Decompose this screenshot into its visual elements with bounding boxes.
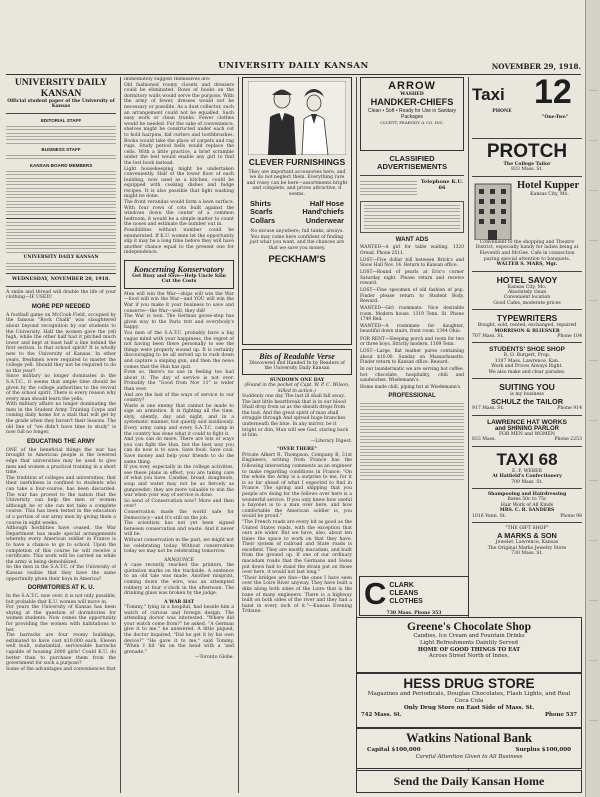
classified-ad: FOR RENT—Sleeping porch and room for two or three boys. Strictly modern. 1109 Tenn.	[360, 336, 464, 348]
article-text: The scientists has not yet been signed between conservation and waste. And it never will be.	[124, 521, 234, 538]
editorial-text: The barracks are four roomy buildings, estimated to have cost $10,000 each. Eleven well built, substantial, serviceable barracks capable of housing 2000 girls! Could K.U. do better than to purchase them from the government for such a purpose?	[6, 633, 116, 667]
furnishings-tagline: No excuse anywhere; full tanks, always. You may come here confident of finding just what you want, and the chances are that we save you money.	[249, 228, 345, 251]
gentleman-illustration-icon	[248, 81, 346, 155]
hess-phone: Phone 537	[544, 712, 577, 719]
arrow-advert	[360, 77, 464, 151]
typewriters-contact	[472, 334, 582, 339]
taxi-68-location: At Hatfield's Confectionery	[492, 474, 562, 480]
hess-title: HESS DRUG STORE	[403, 676, 535, 691]
article-text: "The French roads are every bit as good as the United States roads, with the exception that ours are wider. But we have, also, about ten times the space to work on that they have. Their system of railroad and State roads is excellent. They are mostly macadam, and built from the ground up. If one of our ordinary macadam roads that the Germans and Swiss put down had to stand the strain put on those over here, it would not last long."	[242, 519, 352, 576]
peckhams-advert	[242, 77, 352, 345]
header-title: UNIVERSITY DAILY KANSAN	[218, 61, 369, 71]
article-text: Possibilities without number could be enumerated. If K.U. women let the opportunity slip it may be a long time before they will have another chance equal to the present one for independence.	[124, 228, 234, 256]
hairdressing-line: Rates 50c to 75c	[507, 497, 547, 503]
taxi-12-one-two: "One-Two"	[541, 115, 569, 120]
peckhams-logo: PECKHAM'S	[268, 254, 326, 266]
clark-cleans-word: CLEANS	[389, 590, 419, 597]
verse-subtitle: Discovered and Handed In by Readers of the University Daily Kansan	[249, 361, 345, 372]
hess-tagline: Only Drug Store on East Side of Mass. St.	[403, 704, 535, 711]
hairdressing-name: MRS. C. R. SANDERS	[499, 508, 555, 514]
article-text: Old fashioned roomy closets and dressers could be eliminated. Rows of hooks on the dormitory walls would serve the purpose. With the army of fewer, dresses would not be necessary or possible. As a dust collector, such an arrangement could not be equalled. Such easy work or clean trunks. Fewer clothes would be needed. For the sake of convenience, shelves might be constructed under each cot to hold hairpins, kid curlers and toothbrushes. Books would take the place of carpets and rag rugs. Study period bells would replace the cells. With a little practice, a brief scramble under the bed would enable any girl to find the lost book instead.	[124, 82, 234, 166]
hess-products: Magazines and Periodicals, Douglas Chocolates, Flash Lights, and Real Coca Cola	[367, 691, 571, 704]
classified-ad: LOST—Fine specimen of old fashion of pop. Finder please return to Student Body. Reward.	[360, 288, 464, 304]
professional-listings	[360, 403, 464, 480]
gift-shop-title: A MARKS & SON	[497, 531, 557, 541]
konservatory-box	[124, 260, 234, 289]
article-text: A case recently reached the printers, the quotation marks on the trackside. A sentence to an old tale was made. Another misprint, coming down the wire, was an attempted robbery at four o'clock in the afternoon. The drinking glass was broken by the judge.	[124, 563, 234, 597]
poem-credit: —Literary Digest.	[310, 438, 352, 444]
editorial-text: In the S.A.T.C. now over, it is not only possible, but probable that K.U. women will move in.	[6, 594, 116, 605]
over-there-title: "OVER THERE"	[277, 447, 317, 453]
poem-byline: (Found in the pocket of Capt. W. P. C. Wilson, killed in action.)	[244, 383, 350, 394]
hat-works-address: 833 Mass.	[472, 437, 496, 443]
poem-text: Suddenly one day The last ill shall fall away. The last little heartbreak that is in our blood Shall drop from us as the sheath drops from the bud, And the great spirit of man shall struggle through And spread huge branches underneath the blue. In any mirror, be it bright or dim, Man will see God, staring back at him.	[242, 394, 349, 439]
war-hat-heading: A WAR HAT	[163, 599, 195, 605]
watkins-bank-advert	[356, 728, 582, 769]
hess-contact	[361, 712, 577, 718]
watkins-surplus: Surplus $100,000	[515, 747, 571, 753]
protch-tagline: The College Tailor	[503, 162, 551, 167]
typewriters-address: 707 Mass. St.	[472, 334, 504, 340]
want-ads-heading: WANT ADS	[395, 236, 429, 244]
shoe-shop-line: Work and Prices Always Right.	[491, 364, 563, 370]
classified-ad: LOST—Five dollar bill between Brick's and Snow Hall Nov. 14. Return to Kansan office.	[360, 257, 464, 269]
editorial-text: ONE of the beneficial things the war has brought to American people is the lowered edge that universities may be used to give men and women a practical training in a short time.	[6, 447, 116, 476]
article-text: Without conservation in the past, we might not be celebrating today. Without conservation today we may not be celebrating tomorrow.	[124, 537, 234, 555]
taxi-68-title: TAXI 68	[496, 449, 558, 469]
hotel-savoy-title: HOTEL SAVOY	[496, 274, 558, 285]
classified-rules-box	[360, 201, 464, 234]
editorial-text: Although hostilities have ceased, the War Department has made special arrangements whereby every American soldier in France is to have a chance to go to school. Upon the completion of this course he will receive a certificate. This work will be carried on while the army is being demobilized.	[6, 526, 116, 565]
tailor-phone: Phone 914	[557, 406, 582, 412]
arrow-product: HANDKER-CHIEFS	[370, 97, 454, 108]
item-scarfs: Scarfs	[250, 207, 273, 217]
editorial-text: So the men in the S.A.T.C. of the University of Kansas realize that they have the same opportunity given their boys in America?	[6, 565, 116, 582]
classified-ad: LOST—Round of pearls at Eric's corner Saturday night. Please return and receive reward.	[360, 270, 464, 287]
hotel-building-icon	[472, 180, 514, 240]
tailor-sub: is my business	[510, 392, 544, 398]
furnishings-items	[246, 200, 348, 226]
editorial-text: Since military no longer dominates in the S.A.T.C., it seems that ample time should be given by the college authorities to the revival of the school spirit. There is every reason why every man should learn the yells.	[6, 374, 116, 402]
shoe-shop-title: STUDENTS' SHOE SHOP	[489, 346, 565, 354]
typewriters-phone: Phone 104	[557, 334, 582, 340]
staff-heading: EDITORIAL STAFF	[40, 117, 82, 123]
gift-shop-label: "THE GIFT SHOP"	[505, 525, 549, 531]
article-text: The front verandas would form a lawn surface. With four rows of cots built against the windows down the center of a common bedroom, it would be a simple matter to count the noses and estimate the number out in.	[124, 200, 234, 228]
board-list	[6, 171, 116, 215]
hotel-savoy-city: Kansas City, Mo.	[507, 284, 547, 290]
tailor-contact	[472, 406, 582, 411]
hotel-kupper-manager: WALTER S. MARS, Mgr.	[496, 262, 558, 268]
want-ads-list	[360, 245, 464, 390]
editorial-heading-dorms: DORMITORIES AT K. U.	[27, 585, 95, 592]
column-rule	[238, 77, 239, 793]
protch-logo: PROTCH	[486, 141, 568, 162]
article-text: And you can do more. There are lots of ways you can fight the Hun, but the best way you can do now is to save. Save food. Save coal. Save money and help your friends to do the same thing.	[124, 437, 234, 465]
article-text: So send of Conservation now? More and then over!	[124, 498, 234, 510]
greenes-line: Candies, Ice Cream and Fountain Drinks	[413, 633, 525, 639]
article-text: You men of the S.A.T.C. probably have a big vague mind with your happiness, the regret of not having been there personally to see the things were properly wound up. It is certainly discouraging to be all served up to rush down and capture a sniping gun, and then the news comes that the Hun has quit.	[124, 330, 234, 370]
hotel-kupper-title: Hotel Kupper	[517, 179, 580, 191]
announce-heading: ANNOUNCE	[164, 557, 194, 563]
article-text: Private Albert R. Thompson, Company B, 31st Engineers, writing from France has the following interesting comments as an engineer to make regarding conditions in France: "On the whole the Army is a surprise to me, for it is so far ahead of what I expected to find in France. The spring and shipping that you people are doing for the fellows over here is a wonderful service. If you only knew how useful a bayonet is to a man over here, and how comfortable the American soldier is, you would be proud."	[242, 452, 352, 520]
watkins-figures	[367, 747, 571, 753]
shoe-shop-line: We also make and clear parades.	[488, 369, 566, 375]
editorial-text: With military affairs no longer dominating the men in the Student Army Training Corps and coming daily home for a stall that will get by the grade when they haven't their lessons. The old line of "we didn't have time to study" is now full no longer.	[6, 402, 116, 436]
article-text: immediately suggest themselves are:	[124, 77, 211, 82]
hess-drug-advert	[356, 673, 582, 728]
shoe-shop-owner: R. O. Burgert, Prop.	[503, 353, 551, 359]
send-kansan-home-text: Send the Daily Kansan Home	[393, 774, 545, 788]
article-text: If you ever, especially in the college activities, see these plans in effect, you are taking care of what you have. Candles, bread, doughnuts, soap and water may not be as fiercely as gunpowder; they are more valuable to win the war when your way of service is done.	[124, 465, 234, 499]
article-column	[124, 77, 234, 793]
clark-initial-c: C	[364, 576, 387, 611]
hotel-kupper-copy: Convenient to the shopping and Theatre District, especially handy for ladies being at Eleventh and McGee. Cafe in connection paying special attention to banquets.	[475, 239, 579, 262]
send-kansan-home-banner	[356, 770, 582, 793]
arrow-washed: WASHED	[400, 92, 424, 97]
verse-box	[242, 349, 352, 375]
konservatory-subtitle: Get Busy and Save—Help Uncle Sam Cut the Costs	[132, 274, 226, 285]
hat-works-phone: Phone 2253	[554, 437, 582, 443]
hess-address: 742 Mass. St.	[361, 712, 402, 719]
tailor-title: SUITING YOU	[499, 382, 555, 393]
watkins-capital: Capital $100,000	[367, 747, 421, 753]
typewriters-dealer: MORRISON & BLIESNER	[494, 328, 560, 334]
clark-word: CLARK	[389, 582, 414, 589]
hairdressing-contact	[472, 514, 582, 519]
masthead-subtitle: Official student paper of the University of Kansas	[7, 99, 115, 110]
rate-table	[360, 179, 464, 198]
article-text: Waste is one enemy that cannot be made to sign an armistice. It is fighting all the time, slyly, silently, day and night, and in a systematic manner, but quietly and insidiously. Every army camp and every S.A.T.C. camp in the country has done what it could to fight it.	[124, 403, 234, 437]
address-lines	[6, 263, 116, 271]
hat-works-contact	[472, 437, 582, 442]
hairdressing-line: Hair Work of All Kinds	[500, 502, 554, 508]
hat-works-line: FOR MEN and WOMEN	[498, 431, 556, 437]
hat-works-sub: and SHINING PARLOR	[495, 425, 559, 432]
protch-address: 833 Mass. St.	[511, 167, 543, 173]
article-text: Conservation made the world safe for Democracy—and it's still on the job.	[124, 509, 234, 521]
publication-notice	[6, 222, 116, 253]
lead-paragraph: A smile and thread will double the life of your clothing—IF USED!	[6, 289, 116, 301]
shoe-shop-address: 1107 Mass. Lawrence, Kan.	[494, 358, 560, 364]
item-underwear: Underwear	[305, 216, 344, 226]
tailor-address: 917 Mass. St.	[472, 406, 504, 412]
taxi-68-owner: E. F. WEBER	[512, 468, 542, 474]
editorial-text: The tradition of colleges and universities, that their usefulness is confined to students who can take a four-course, has been discarded. The war has proved to the nation that the University can help the men or women although he or she can not take a complete course. This has been tested in the education of a portion of our army men by giving them a course in eight weeks.	[6, 475, 116, 526]
hotel-savoy-line: Convenient location	[503, 295, 551, 301]
watkins-title: Watkins National Bank	[406, 731, 532, 745]
column-rule	[120, 77, 121, 793]
taxi-12-number: 12	[534, 77, 572, 111]
greenes-line: HOME OF GOOD THINGS TO EAT	[417, 646, 521, 653]
classified-ad: In our laundermatic we are serving hot coffee, hot chocolate, hospitality, chili and sandwiches. Wiedemann's.	[360, 367, 464, 383]
article-text: Light housekeeping might be undertaken conveniently. Half of the lower floor of each building, now used as a kitchen, could be equipped with cooking dishes and fudge recipes. It is also possible that light washing might be done.	[124, 166, 234, 200]
editorial-heading-army: EDUCATING THE ARMY	[27, 438, 95, 445]
taxi-12-advert	[472, 77, 582, 135]
greenes-line: Light Refreshments Daintily Served	[419, 639, 519, 646]
taxi-12-phone: PHONE	[492, 109, 512, 114]
article-text: "Their bridges are fine—the ones I have seen over the Loire River anyway. They have built a dike along both sides of the Loire that is the bane of many engineers. There is a highway built on both sides of the river and they had a hand in every inch of it."—Kansas Evening Tribune.	[242, 575, 352, 615]
arrow-brand: ARROW	[388, 80, 436, 92]
taxi-68-address: 709 Mass. St.	[511, 479, 543, 485]
classified-ad: WANTED—Girl roommate. Nice desirable room. Modern house. 1319 Tenn. St. Phone 1749 Red.	[360, 306, 464, 322]
hotel-savoy-line: Good Cafes, moderate prices	[493, 300, 561, 306]
gift-shop-line: The Original Marks Jewelry Store	[487, 545, 567, 551]
editorial-text: A football game on McCook Field, occupied by the famous "Rock Chalk" was slaughtered about beyond recognition by our students to the University. Half the women gave the yell high, while the other half had it pitched much lower and kept at least half a line behind the first section. Is that school spirit? It is wholly new to the University of Kansas. In other years, freshmen were required to master the college yell. Should they not be required to do so this year?	[6, 312, 116, 374]
hotel-kupper-city: Kansas City, Mo.	[530, 191, 569, 197]
article-text: Men will win the War—ships will win the War—food will win the War—and YOU will win the War if you make it your business to save and conserve—the War—well, they did!	[124, 291, 234, 314]
issue-date-line: WEDNESDAY, NOVEMBER 20, 1918.	[11, 276, 111, 283]
masthead: UNIVERSITY DAILY KANSAN	[14, 77, 108, 99]
tailor-name: SCHULZ the TAILOR	[490, 397, 564, 407]
furnishings-copy: They are important accessories here, and we do not neglect them. Everything rare and rosey can be here—assortments bright and complete, and prices attractive, it seems.	[246, 169, 348, 197]
verse-title: Bits of Readable Verse	[259, 352, 335, 361]
greenes-title: Greene's Chocolate Shop	[406, 620, 532, 633]
konservatory-title: Koncerning Konservatory	[133, 264, 225, 274]
article-credit: —Toronto Globe.	[194, 655, 234, 661]
poem-title: SUNDOWN ONE DAY	[269, 377, 325, 383]
classified-ad: Home made chili, piping hot at Wiedemann's.	[360, 385, 462, 391]
classified-phone: Telephone K.U. 66	[420, 178, 464, 191]
item-collars: Collars	[250, 216, 276, 226]
arrow-maker: CLUETT, PEABODY & CO. INC.	[380, 120, 444, 126]
article-text: The War is won. The German goose-step has given way to the Paris trot and everybody's happy.	[124, 314, 234, 331]
classified-ad: WANTED—A roommate for daughter, beautiful down stairs, front room. 1344 Ohio.	[360, 324, 464, 335]
classified-heading: CLASSIFIED ADVERTISEMENTS	[376, 154, 448, 172]
item-shirts: Shirts	[250, 198, 271, 208]
editorial-text: For years the University of Kansas has been shying at the question of dormitories for women students. Now comes the opportunity for providing the women with habitations to her.	[6, 605, 116, 633]
adjacent-page-edge	[585, 0, 600, 797]
hat-works-title: LAWRENCE HAT WORKS	[487, 418, 567, 426]
classified-ad: WANTED—A girl for table waiting. 1320 Oread. Phone 2511.	[360, 245, 464, 256]
footer-paper-name: UNIVERSITY DAILY KANSAN	[23, 254, 99, 260]
editorial-column	[6, 77, 116, 793]
taxi-12-word: Taxi	[472, 85, 505, 104]
arrow-tagline: Clean • Soft • Ready for Use in Sanitary Packages	[368, 108, 456, 120]
watkins-tagline: Careful Attention Given to All Business	[415, 754, 523, 760]
typewriters-line: Bought, sold, rented, exchanged, repaired	[477, 323, 577, 329]
hairdressing-phone: Phone 98	[560, 513, 582, 519]
page-header	[6, 60, 581, 75]
greenes-chocolate-advert	[356, 617, 582, 673]
board-heading: KANSAN BOARD MEMBERS	[29, 162, 93, 168]
article-text: And are the last of the ways of service to our country?	[124, 392, 234, 404]
hotel-kupper-advert	[472, 180, 582, 240]
hotel-savoy-line: Absolutely clean	[507, 290, 547, 295]
professional-heading: PROFESSIONAL	[388, 393, 436, 400]
editorial-heading-pep: MORE PEP NEEDED	[31, 303, 91, 310]
classified-ad: LOST—Large, flat leather purse containing about $10.00. Sunday on Massachusetts. Finder return to Kansan office. Reward.	[360, 349, 464, 365]
clark-clothes-word: CLOTHES	[389, 598, 423, 605]
business-list	[6, 155, 116, 159]
gift-shop-line: Jeweler, Lawrence, Kansas	[495, 540, 559, 546]
article-text: Even so, there's no use in feeling too bad about it. The day of service is not over. Probably the "Good from Nov 11" is wider than ever.	[124, 370, 234, 392]
business-heading: BUSINESS STAFF	[41, 146, 81, 152]
item-half-hose: Half Hose	[309, 198, 344, 208]
furnishings-title: CLEVER FURNISHINGS	[248, 157, 346, 167]
clark-cleans-advert	[359, 576, 469, 616]
greenes-line: Across Street North of Innes.	[428, 653, 510, 660]
gift-shop-address: 730 Mass. St.	[511, 551, 543, 557]
advert-verse-column	[242, 77, 352, 793]
staff-list	[6, 126, 116, 143]
clark-address: 730 Mass. Phone 353	[386, 611, 442, 616]
hairdressing-title: Shampooing and Hairdressing	[487, 491, 567, 497]
hairdressing-address: 1016 Venn. St.	[472, 513, 507, 519]
item-handkerchiefs: Hand'chiefs	[302, 207, 344, 217]
editorial-text: Some of the advantages and conveniences that	[6, 666, 116, 672]
typewriters-title: TYPEWRITERS	[496, 313, 558, 324]
article-text: "Tommy," lying in a hospital, had beside him a watch of curious and foreign design. The attending doctor was interested. "Where did your watch come from?" he asked. "A German give it to me," he answered. A little piqued, the doctor inquired, "Did he get it by his own device?" "He gave it to me," said Tommy, "When I hit 'im on the head with a 'and grenade."	[124, 605, 234, 655]
header-date: NOVEMBER 29, 1918.	[491, 62, 581, 71]
